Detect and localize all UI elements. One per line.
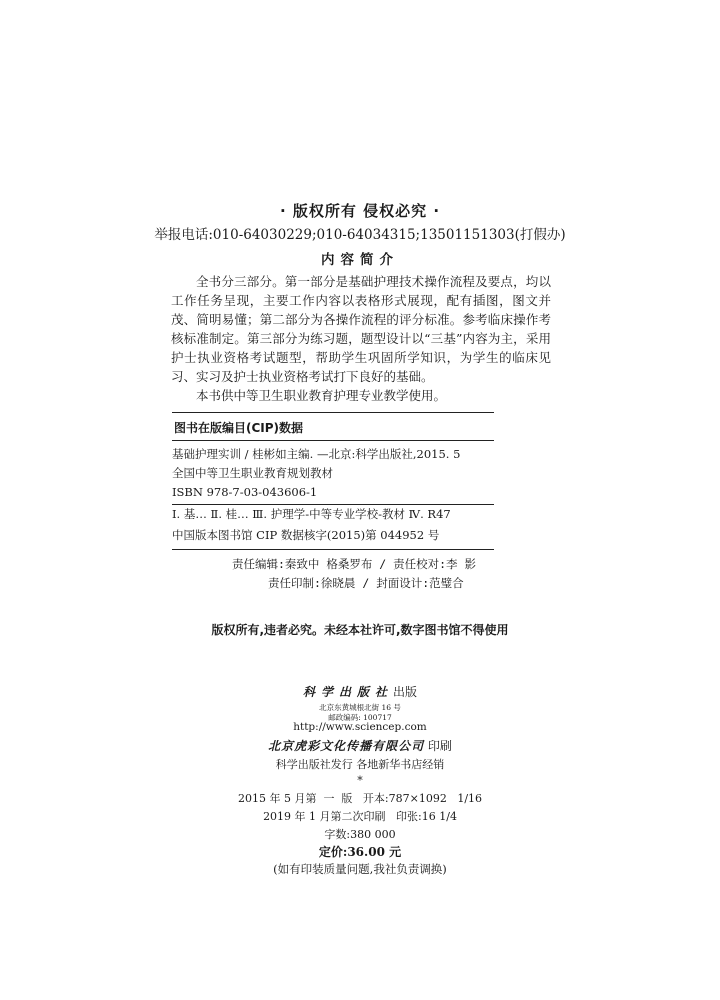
editors-line: 责任编辑:秦致中 格桑罗布 / 责任校对:李 影 (232, 557, 476, 571)
publisher-suffix: 出版 (393, 685, 418, 699)
cip-line: 基础护理实训 / 桂彬如主编. —北京:科学出版社,2015. 5 (172, 447, 461, 461)
publisher-url: http://www.sciencep.com (293, 721, 427, 733)
printer-suffix: 印刷 (427, 739, 452, 753)
intro-paragraph: 本书供中等卫生职业教育护理专业教学使用。 (196, 388, 447, 403)
copyright-title: · 版权所有 侵权必究 · (279, 202, 441, 220)
publisher-zip: 邮政编码: 100717 (328, 713, 392, 722)
editors-line: 责任印制:徐晓晨 / 封面设计:范璧合 (268, 576, 464, 590)
cip-classification: Ⅰ. 基… Ⅱ. 桂… Ⅲ. 护理学-中等专业学校-教材 Ⅳ. R47 (172, 507, 451, 521)
word-count: 字数:380 000 (324, 828, 396, 841)
edition-line: 2019 年 1 月第二次印刷 印张:16 1/4 (263, 810, 457, 823)
distributor-line: 科学出版社发行 各地新华书店经销 (275, 758, 445, 771)
cip-line: 全国中等卫生职业教育规划教材 (172, 466, 333, 480)
cip-cn-number: 中国版本图书馆 CIP 数据核字(2015)第 044952 号 (172, 528, 440, 542)
publisher-name: 科学出版社 (302, 685, 393, 699)
edition-line: 2015 年 5 月第 一 版 开本:787×1092 1/16 (237, 792, 483, 805)
printer-name: 北京虎彩文化传播有限公司 (268, 739, 425, 753)
copyright-notice: 版权所有,违者必究。未经本社许可,数字图书馆不得使用 (211, 623, 509, 637)
report-phone-line: 举报电话:010-64030229;010-64034315;13501151303(打假办) (154, 227, 566, 243)
price-note: (如有印装质量问题,我社负责调换) (273, 862, 447, 876)
cip-title: 图书在版编目(CIP)数据 (172, 412, 494, 441)
printer-line (0, 737, 720, 754)
divider (172, 549, 494, 550)
cip-line: ISBN 978-7-03-043606-1 (172, 485, 318, 499)
separator-asterisk: * (357, 774, 363, 787)
cip-block (172, 412, 494, 550)
publisher-line (0, 683, 720, 700)
intro-paragraph: 全书分三部分。第一部分是基础护理技术操作流程及要点，均以工作任务呈现，主要工作内容以表格形式展现，配有插图，图文并茂、简明易懂；第二部分为各操作流程的评分标准。参考临床操作考核标准制定。第三部分为练习题，题型设计以“三基”内容为主，采用护士执业资格考试题型，帮助学生巩固所学知识，为学生的临床见习、实习及护士执业资格考试打下良好的基础。 (171, 274, 551, 384)
publisher-address: 北京东黄城根北街 16 号 (319, 703, 401, 712)
cip-lines (172, 441, 494, 502)
intro-title: 内容简介 (321, 252, 399, 268)
intro-body (171, 272, 551, 405)
price: 定价:36.00 元 (318, 845, 402, 859)
